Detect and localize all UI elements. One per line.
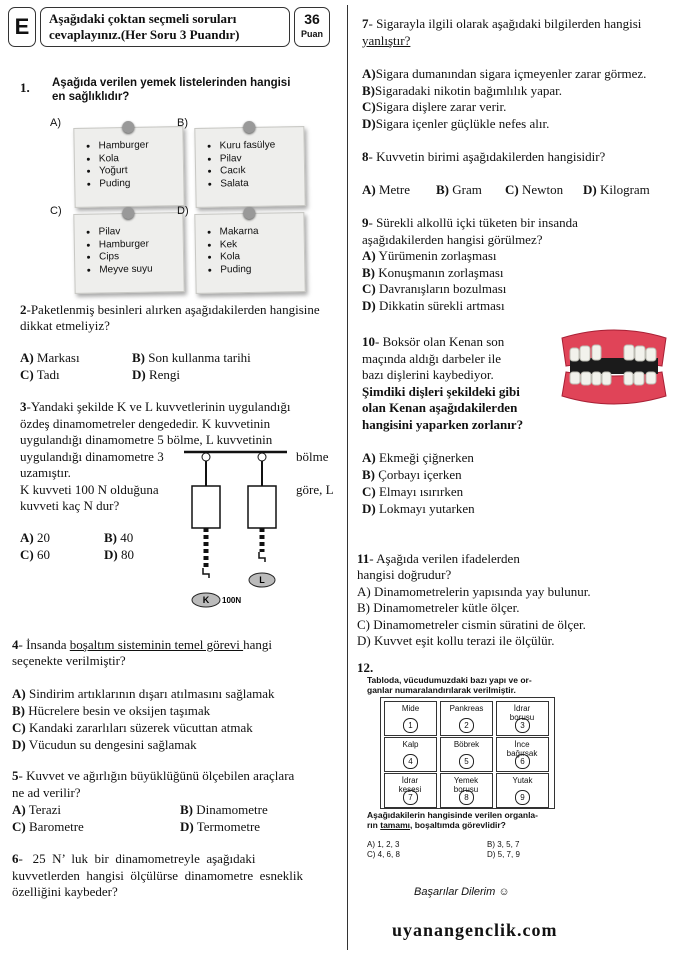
q9-line-2: aşağıdakilerden hangisi görülmez?: [362, 232, 543, 247]
food-item: • Cips: [99, 250, 183, 264]
q11-option-c[interactable]: C) Dinamometreler cismin süratini de ölçer.: [357, 617, 586, 632]
q12-option-a[interactable]: A) 1, 2, 3: [367, 840, 400, 849]
q12-line-1: Tabloda, vücudumuzdaki bazı yapı ve or-: [367, 675, 532, 685]
q11-option-b[interactable]: B) Dinamometreler kütle ölçer.: [357, 600, 520, 615]
q10-line-2: maçında aldığı darbeler ile: [362, 351, 501, 366]
pin-icon: [122, 121, 134, 133]
organ-table: [380, 697, 555, 809]
q1-option-b-list: [196, 139, 305, 191]
q10-option-d[interactable]: D) Lokmayı yutarken: [362, 501, 475, 516]
q5-option-d[interactable]: D) Termometre: [180, 819, 261, 834]
section-letter: E: [14, 14, 30, 39]
q9-option-b[interactable]: B) Konuşmanın zorlaşması: [362, 265, 504, 280]
q12-line-2: ganlar numaralandırılarak verilmiştir.: [367, 685, 516, 695]
food-item: • Kuru fasülye: [220, 139, 304, 153]
q12-option-c[interactable]: C) 4, 6, 8: [367, 850, 400, 859]
site-footer[interactable]: uyanangenclik.com: [392, 920, 558, 940]
q7-option-b[interactable]: B)Sigaradaki nikotin bağımlılık yapar.: [362, 83, 563, 98]
q4-line-1: 4- İnsanda boşaltım sisteminin temel görevi hangi: [12, 637, 272, 652]
score-box: [294, 7, 330, 47]
q3-line-3: uygulandığı dinamometre 5 bölme, L kuvvetinin: [20, 432, 273, 447]
q11-option-a[interactable]: A) Dinamometrelerin yapısında yay bulunur.: [357, 584, 591, 599]
q10-option-c[interactable]: C) Elmayı ısırırken: [362, 484, 464, 499]
q12-ask-1: Aşağıdakilerin hangisinde verilen organla-: [367, 810, 538, 820]
organ-cell: Pankreas 2: [440, 701, 493, 736]
food-item: • Makarna: [220, 225, 304, 239]
q3-line-1: 3-Yandaki şekilde K ve L kuvvetlerinin uygulandığı: [20, 399, 291, 414]
weight-k-label: K: [202, 595, 210, 605]
q4-option-a[interactable]: A) Sindirim artıklarının dışarı atılmasını sağlamak: [12, 686, 275, 701]
q3-line-6b: göre, L: [296, 482, 334, 497]
q10-option-a[interactable]: A) Ekmeği çiğnerken: [362, 450, 474, 465]
food-item: • Pilav: [99, 225, 183, 239]
q2-option-b[interactable]: B) Son kullanma tarihi: [132, 350, 251, 365]
q5-number: 5: [12, 768, 19, 783]
column-divider: [347, 5, 348, 950]
q3-option-b[interactable]: B) 40: [104, 530, 134, 545]
dynamometer-l: [248, 453, 276, 562]
q5-line-1: 5- Kuvvet ve ağırlığın büyüklüğünü ölçebilen araçlara: [12, 768, 295, 783]
q12-ask-2: rın tamamı, boşaltımda görevlidir?: [367, 820, 506, 830]
weight-l-label: L: [259, 575, 265, 585]
q5-option-a[interactable]: A) Terazi: [12, 802, 62, 817]
q3-line-7: kuvveti kaç N dur?: [20, 498, 120, 513]
q12-option-b[interactable]: B) 3, 5, 7: [487, 840, 520, 849]
q11-line-1: 11- Aşağıda verilen ifadelerden: [357, 551, 520, 566]
organ-cell: Mide 1: [384, 701, 437, 736]
q1-option-d-letter[interactable]: D): [177, 205, 189, 217]
food-item: • Salata: [220, 177, 304, 191]
q8-text: 8- Kuvvetin birimi aşağıdakilerden hangisidir?: [362, 149, 606, 164]
q8-number: 8: [362, 149, 369, 164]
q1-option-d-list: [196, 225, 305, 277]
q1-option-c-list: [75, 225, 184, 277]
q3-line-5: uzamıştır.: [20, 465, 71, 480]
q11-option-d[interactable]: D) Kuvvet eşit kollu terazi ile ölçülür.: [357, 633, 555, 648]
q4-number: 4: [12, 637, 19, 652]
q1-number: 1.: [20, 80, 30, 95]
q2-option-a[interactable]: A) Markası: [20, 350, 80, 365]
q7-option-c[interactable]: C)Sigara dişlere zarar verir.: [362, 99, 507, 114]
q9-option-a[interactable]: A) Yürümenin zorlaşması: [362, 248, 497, 263]
q3-option-d[interactable]: D) 80: [104, 547, 134, 562]
q3-number: 3: [20, 399, 27, 414]
q10-line-1: 10- Boksör olan Kenan son: [362, 334, 505, 349]
q7-option-a[interactable]: A)Sigara dumanından sigara içmeyenler zarar görmez.: [362, 66, 647, 81]
q11-number: 11: [357, 551, 370, 566]
organ-cell: Yutak 9: [496, 773, 549, 808]
q1-text: Aşağıda verilen yemek listelerinden hangisi en sağlıklıdır?: [52, 77, 291, 103]
food-item: • Cacık: [220, 164, 304, 178]
q7-line-1: 7- Sigarayla ilgili olarak aşağıdaki bilgilerden hangisi: [362, 16, 642, 31]
pin-icon: [243, 207, 255, 219]
q1-option-a-letter[interactable]: A): [50, 117, 61, 129]
q3-line-6a: K kuvveti 100 N olduğuna: [20, 482, 159, 497]
q1-option-c-letter[interactable]: C): [50, 205, 62, 217]
good-luck-note: Başarılar Dilerim ☺: [414, 886, 510, 898]
q2-number: 2: [20, 302, 27, 317]
q3-option-c[interactable]: C) 60: [20, 547, 50, 562]
q6-line-3: özelliğini kaybeder?: [12, 884, 118, 899]
q4-option-d[interactable]: D) Vücudun su dengesini sağlamak: [12, 737, 197, 752]
q9-number: 9: [362, 215, 369, 230]
force-label: 100N: [222, 596, 242, 605]
score-unit: Puan: [300, 29, 323, 39]
q9-option-d[interactable]: D) Dikkatin sürekli artması: [362, 298, 505, 313]
q7-number: 7: [362, 16, 369, 31]
q1-option-c-note: [73, 212, 184, 294]
q1-option-a-note: [73, 126, 184, 208]
q9-line-1: 9- Sürekli alkollü içki tüketen bir insanda: [362, 215, 578, 230]
organ-cell: Yemek borusu 8: [440, 773, 493, 808]
q2-option-c[interactable]: C) Tadı: [20, 367, 60, 382]
q3-line-2: özdeş dinamometreler dengededir. K kuvvetinin: [20, 416, 271, 431]
q5-option-b[interactable]: B) Dinamometre: [180, 802, 268, 817]
q4-option-c[interactable]: C) Kandaki zararlıları süzerek vücuttan atmak: [12, 720, 253, 735]
organ-cell: İdrar borusu 3: [496, 701, 549, 736]
q12-number: 12.: [357, 660, 374, 675]
q2-body: -Paketlenmiş besinleri alırken aşağıdakilerden hangisine dikkat etmeliyiz?: [20, 302, 320, 333]
q8-option-c[interactable]: C) Newton: [505, 182, 564, 197]
instruction-text: Aşağıdaki çoktan seçmeli soruları cevaplayınız.(Her Soru 3 Puandır): [49, 11, 240, 42]
q7-option-d[interactable]: D)Sigara içenler güçlükle nefes alır.: [362, 116, 550, 131]
organ-cell: İnce bağırsak 6: [496, 737, 549, 772]
q10-option-b[interactable]: B) Çorbayı içerken: [362, 467, 462, 482]
instruction-box: [40, 7, 290, 47]
score-value: 36: [304, 11, 320, 27]
food-item: • Kek: [220, 238, 304, 252]
q1-option-d-note: [194, 212, 305, 294]
food-item: • Hamburger: [99, 238, 183, 252]
q1-option-b-note: [194, 126, 305, 208]
q10-line-4: Şimdiki dişleri şekildeki gibi: [362, 384, 520, 399]
q5-option-c[interactable]: C) Barometre: [12, 819, 84, 834]
q5-line-2: ne ad verilir?: [12, 785, 81, 800]
q8-option-d[interactable]: D) Kilogram: [583, 182, 650, 197]
food-item: • Kola: [220, 250, 304, 264]
q10-line-3: bazı dişlerini kaybediyor.: [362, 367, 494, 382]
section-letter-box: [8, 7, 36, 47]
q6-line-2: kuvvetlerden hangisi ölçülürse dinamometre esneklik: [12, 868, 303, 883]
food-item: • Pilav: [220, 152, 304, 166]
q1-option-b-letter[interactable]: B): [177, 117, 188, 129]
q7-line-2: yanlıştır?: [362, 33, 411, 48]
q3-line-4b: bölme: [296, 449, 329, 464]
food-item: • Puding: [99, 177, 183, 191]
q10-line-5: olan Kenan aşağıdakilerden: [362, 400, 518, 415]
q2-text: [20, 302, 320, 334]
pin-icon: [122, 207, 134, 219]
q3-option-a[interactable]: A) 20: [20, 530, 50, 545]
food-item: • Meyve suyu: [99, 263, 183, 277]
q9-option-c[interactable]: C) Davranışların bozulması: [362, 281, 507, 296]
organ-cell: İdrar kesesi 7: [384, 773, 437, 808]
q6-line-1: 6- 25 N’ luk bir dinamometreyle aşağıdaki: [12, 851, 256, 866]
dynamometer-figure: [182, 446, 290, 610]
q2-option-d[interactable]: D) Rengi: [132, 367, 181, 382]
q10-number: 10: [362, 334, 375, 349]
organ-cell: Kalp 4: [384, 737, 437, 772]
pin-icon: [243, 121, 255, 133]
q10-line-6: hangisini yaparken zorlanır?: [362, 417, 524, 432]
food-item: • Puding: [220, 263, 304, 277]
q4-option-b[interactable]: B) Hücrelere besin ve oksijen taşımak: [12, 703, 211, 718]
food-item: • Yoğurt: [99, 164, 183, 178]
dynamometer-k: [192, 453, 220, 578]
organ-cell: Böbrek 5: [440, 737, 493, 772]
q6-number: 6: [12, 851, 19, 866]
food-item: • Hamburger: [99, 139, 183, 153]
q8-option-a[interactable]: A) Metre: [362, 182, 411, 197]
q12-option-d[interactable]: D) 5, 7, 9: [487, 850, 520, 859]
q1-option-a-list: [75, 139, 184, 191]
q11-line-2: hangisi doğrudur?: [357, 567, 452, 582]
food-item: • Kola: [99, 152, 183, 166]
q4-line-2: seçenekte verilmiştir?: [12, 653, 126, 668]
q8-option-b[interactable]: B) Gram: [436, 182, 482, 197]
teeth-image: [558, 328, 670, 406]
q3-line-4a: uygulandığı dinamometre 3: [20, 449, 164, 464]
